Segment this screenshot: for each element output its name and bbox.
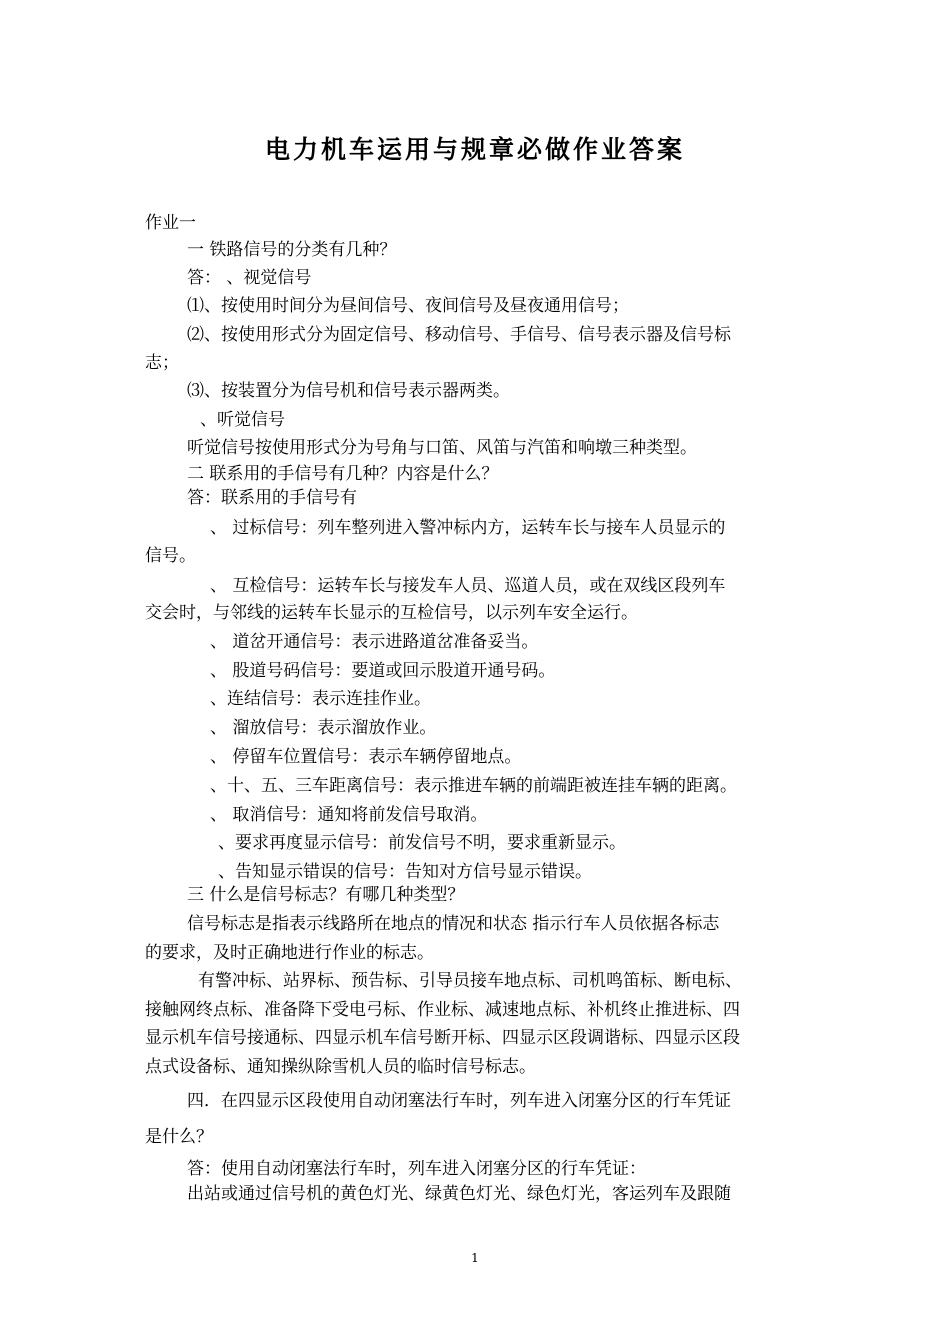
text-line: 有警冲标、站界标、预告标、引导员接车地点标、司机鸣笛标、断电标、 [198,971,742,991]
text-line: 交会时，与邻线的运转车长显示的互检信号，以示列车安全运行。 [145,603,638,623]
text-line: ⑵、按使用形式分为固定信号、移动信号、手信号、信号表示器及信号标 [187,325,731,345]
text-line: 出站或通过信号机的黄色灯光、绿黄色灯光、绿色灯光，客运列车及跟随 [187,1184,731,1204]
text-line: 答：联系用的手信号有 [187,488,357,508]
document-title: 电力机车运用与规章必做作业答案 [264,135,685,164]
text-line: ⑶、按装置分为信号机和信号表示器两类。 [187,381,510,401]
text-line: 、 股道号码信号：要道或回示股道开通号码。 [210,661,556,681]
text-line: 一 铁路信号的分类有几种？ [187,240,397,260]
text-line: 听觉信号按使用形式分为号角与口笛、风笛与汽笛和响墩三种类型。 [187,438,697,458]
text-line: 二 联系用的手信号有几种？内容是什么？ [187,464,499,484]
text-line: 答： 、视觉信号 [187,268,312,288]
text-line: 、听觉信号 [200,410,285,430]
text-line: 点式设备标、通知操纵除雪机人员的临时信号标志。 [145,1057,536,1077]
text-line: 答：使用自动闭塞法行车时，列车进入闭塞分区的行车凭证： [187,1159,646,1179]
text-line: 、连结信号：表示连挂作业。 [210,689,431,709]
text-line: ⑴、按使用时间分为昼间信号、夜间信号及昼夜通用信号； [187,296,629,316]
text-line: 、告知显示错误的信号：告知对方信号显示错误。 [218,862,592,882]
text-line: 显示机车信号接通标、四显示机车信号断开标、四显示区段调谐标、四显示区段 [145,1028,740,1048]
text-line: 、 互检信号：运转车长与接发车人员、巡道人员，或在双线区段列车 [210,576,726,596]
text-line: 、 停留车位置信号：表示车辆停留地点。 [210,747,522,767]
text-line: 、十、五、三车距离信号：表示推进车辆的前端距被连挂车辆的距离。 [210,776,737,796]
text-line: 作业一 [145,213,196,233]
text-line: 三 什么是信号标志？有哪几种类型？ [187,885,465,905]
text-line: 四．在四显示区段使用自动闭塞法行车时，列车进入闭塞分区的行车凭证 [187,1091,731,1111]
text-line: 、 取消信号：通知将前发信号取消。 [210,805,488,825]
text-line: 信号。 [145,546,196,566]
text-line: 、 过标信号：列车整列进入警冲标内方，运转车长与接车人员显示的 [210,518,726,538]
page-number: 1 [471,1251,479,1265]
text-line: 信号标志是指表示线路所在地点的情况和状态 指示行车人员依据各标志 [187,914,720,934]
text-line: 接触网终点标、准备降下受电弓标、作业标、减速地点标、补机终止推进标、四 [145,1000,740,1020]
text-line: 、 道岔开通信号：表示进路道岔准备妥当。 [210,632,539,652]
text-line: 志； [145,353,179,373]
text-line: 是什么？ [145,1127,213,1147]
text-line: 、要求再度显示信号：前发信号不明，要求重新显示。 [218,833,626,853]
text-line: 、 溜放信号：表示溜放作业。 [210,718,437,738]
text-line: 的要求，及时正确地进行作业的标志。 [145,943,434,963]
